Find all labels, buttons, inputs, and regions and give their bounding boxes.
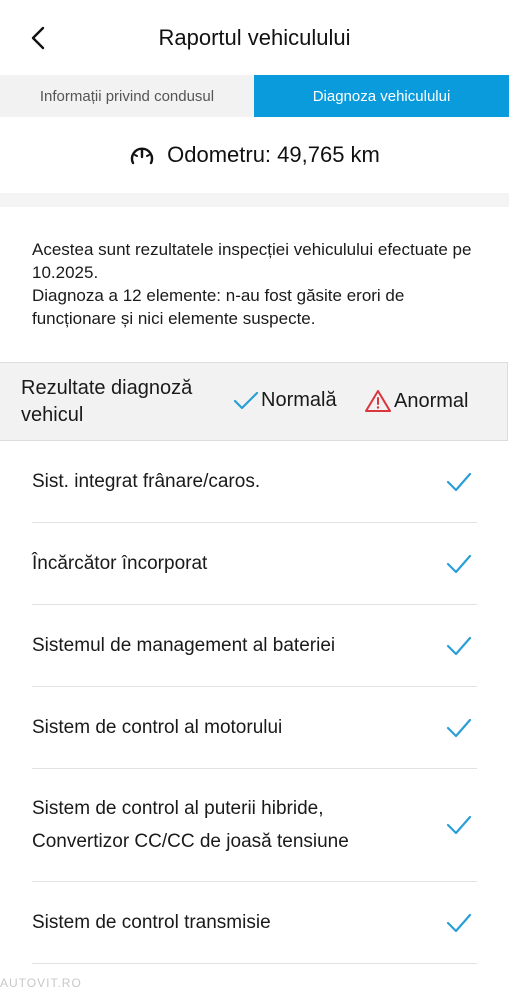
check-icon xyxy=(446,812,472,838)
chevron-left-icon xyxy=(31,26,45,50)
item-label: Sistem de control transmisie xyxy=(32,912,271,933)
warning-icon xyxy=(364,389,392,413)
diagnosis-list xyxy=(32,441,477,964)
check-icon xyxy=(446,551,472,577)
diagnosis-summary-text: Diagnoza a 12 elemente: n-au fost găsite erori de funcționare și nici elemente suspecte. xyxy=(32,286,405,328)
odometer-panel xyxy=(0,117,509,193)
results-header xyxy=(0,362,508,441)
legend-abnormal-label: Anormal xyxy=(394,389,469,412)
item-label: Sist. integrat frânare/caros. xyxy=(32,471,261,492)
list-item[interactable] xyxy=(32,441,477,523)
item-label: Sistemul de management al bateriei xyxy=(32,635,336,656)
legend-normal-label: Normală xyxy=(261,389,337,411)
section-divider xyxy=(0,193,509,207)
tab-vehicle-diagnosis[interactable]: Diagnoza vehiculului xyxy=(254,75,509,117)
list-item[interactable] xyxy=(32,882,477,964)
inspection-description xyxy=(32,238,482,330)
legend-abnormal xyxy=(364,389,468,413)
app-header xyxy=(0,0,509,75)
list-item[interactable] xyxy=(32,769,477,882)
item-label: Încărcător încorporat xyxy=(32,553,208,574)
odometer-reading: Odometru: 49,765 km xyxy=(167,142,380,167)
results-header-label: Rezultate diagnoză vehicul xyxy=(21,377,193,426)
tab-bar xyxy=(0,75,509,117)
list-item[interactable] xyxy=(32,523,477,605)
check-icon xyxy=(446,633,472,659)
speedometer-icon xyxy=(129,144,155,166)
check-icon xyxy=(446,910,472,936)
watermark: AUTOVIT.RO xyxy=(0,976,82,990)
check-icon xyxy=(446,469,472,495)
back-button[interactable] xyxy=(26,24,50,52)
inspection-date-text: Acestea sunt rezultatele inspecției vehiculului efectuate pe 10.2025. xyxy=(32,240,472,282)
list-item[interactable] xyxy=(32,605,477,687)
page-title: Raportul vehiculului xyxy=(158,24,351,50)
legend-normal xyxy=(233,389,337,412)
list-item[interactable] xyxy=(32,687,477,769)
check-icon xyxy=(446,715,472,741)
item-label: Sistem de control al motorului xyxy=(32,717,283,738)
tab-driving-info[interactable]: Informații privind condusul xyxy=(0,75,254,117)
check-icon xyxy=(233,390,259,412)
item-label: Sistem de control al puterii hibride, Convertizor CC/CC de joasă tensiune xyxy=(32,798,349,852)
